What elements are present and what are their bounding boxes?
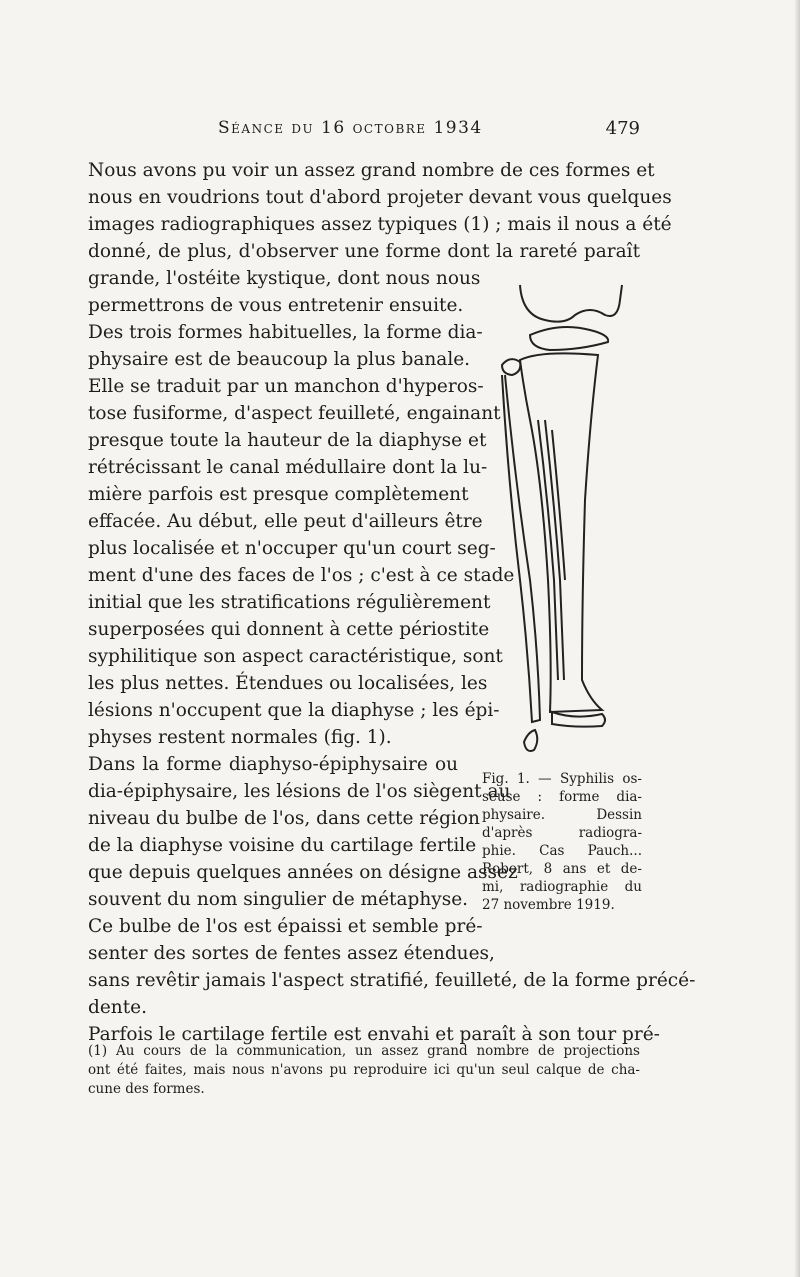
body-line: lésions n'occupent que la diaphyse ; les épi- (88, 700, 500, 721)
body-line: grande, l'ostéite kystique, dont nous nous (88, 268, 481, 289)
body-line: superposées qui donnent à cette périostite (88, 619, 490, 640)
body-line: Nous avons pu voir un assez grand nombre de ces formes et (88, 160, 655, 181)
body-line: plus localisée et n'occuper qu'un court seg- (88, 538, 496, 559)
body-line: initial que les stratifications régulièrement (88, 592, 491, 613)
body-line: senter des sortes de fentes assez étendues, (88, 943, 495, 964)
body-line: nous en voudrions tout d'abord projeter devant vous quelques (88, 187, 672, 208)
body-line: effacée. Au début, elle peut d'ailleurs être (88, 511, 483, 532)
page-number: 479 (605, 118, 640, 139)
body-line: Des trois formes habituelles, la forme dia- (88, 322, 483, 343)
body-line: tose fusiforme, d'aspect feuilleté, engainant (88, 403, 501, 424)
body-line: les plus nettes. Étendues ou localisées, les (88, 673, 488, 694)
caption-line: mi, radiographie du (482, 879, 642, 895)
body-line: niveau du bulbe de l'os, dans cette région (88, 808, 480, 829)
caption-line: phie. Cas Pauch... (482, 843, 642, 859)
body-line: de la diaphyse voisine du cartilage fertile (88, 835, 477, 856)
running-head: Séance du 16 octobre 1934 (218, 118, 483, 138)
caption-line: 27 novembre 1919. (482, 897, 615, 913)
figure-tibia-fibula (490, 280, 640, 760)
body-line: sans revêtir jamais l'aspect stratifié, feuilleté, de la forme précé- (88, 970, 696, 991)
body-line: Parfois le cartilage fertile est envahi et paraît à son tour pré- (88, 1024, 660, 1045)
body-line: dia-épiphysaire, les lésions de l'os siègent au (88, 781, 511, 802)
figure-caption (482, 770, 642, 914)
body-line: mière parfois est presque complètement (88, 484, 469, 505)
body-line: ment d'une des faces de l'os ; c'est à ce stade (88, 565, 515, 586)
body-line: presque toute la hauteur de la diaphyse et (88, 430, 487, 451)
footnote-line: cune des formes. (88, 1081, 205, 1097)
tibia-fibula-drawing-icon (490, 280, 640, 760)
body-line: images radiographiques assez typiques (1) ; mais il nous a été (88, 214, 672, 235)
footnote-line: ont été faites, mais nous n'avons pu reproduire ici qu'un seul calque de cha- (88, 1062, 640, 1078)
body-line: Elle se traduit par un manchon d'hyperos- (88, 376, 484, 397)
page-header (88, 118, 640, 142)
body-line: physaire est de beaucoup la plus banale. (88, 349, 471, 370)
body-line: Dans la forme diaphyso-épiphysaire ou (88, 754, 458, 775)
body-line: permettrons de vous entretenir ensuite. (88, 295, 464, 316)
caption-line: seuse : forme dia- (482, 789, 642, 805)
body-line: dente. (88, 997, 147, 1018)
body-line: physes restent normales (fig. 1). (88, 727, 392, 748)
caption-line: Robert, 8 ans et de- (482, 861, 642, 877)
body-line: Ce bulbe de l'os est épaissi et semble pré- (88, 916, 483, 937)
caption-line: Fig. 1. — Syphilis os- (482, 771, 642, 787)
footnote-line: (1) Au cours de la communication, un assez grand nombre de projections (88, 1043, 640, 1059)
body-line: syphilitique son aspect caractéristique, sont (88, 646, 503, 667)
body-line: donné, de plus, d'observer une forme dont la rareté paraît (88, 241, 640, 262)
body-line: que depuis quelques années on désigne assez (88, 862, 518, 883)
caption-line: d'après radiogra- (482, 825, 642, 841)
body-line: souvent du nom singulier de métaphyse. (88, 889, 469, 910)
page-edge-shadow (794, 0, 800, 1277)
caption-line: physaire. Dessin (482, 807, 642, 823)
body-line: rétrécissant le canal médullaire dont la lu- (88, 457, 488, 478)
